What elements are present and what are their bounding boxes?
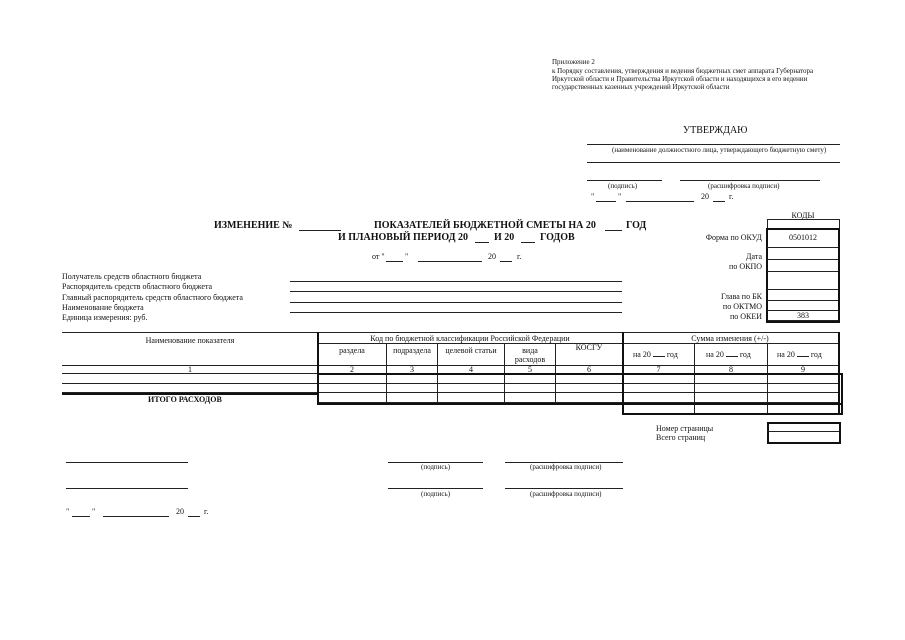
sign1-decoding-caption: (расшифровка подписи): [530, 463, 602, 471]
field-recipient: Получатель средств областного бюджета: [62, 272, 202, 281]
field-main-distributor: Главный распорядитель средств областного бюджета: [62, 293, 243, 302]
sum-col-3-suffix: год: [810, 350, 822, 359]
sum-col-1-year-line: [653, 356, 665, 357]
title-line2-part3: ГОДОВ: [540, 232, 575, 243]
sign2-signature-caption: (подпись): [421, 490, 451, 498]
title-date-day-line: [386, 261, 403, 262]
bk-header: Код по бюджетной классификации Российской Федерации: [370, 334, 570, 343]
approver-position-line-2: [587, 162, 840, 163]
col-number-1: 1: [188, 365, 192, 374]
field-distributor: Распорядитель средств областного бюджета: [62, 282, 213, 291]
col-number-5: 5: [528, 365, 532, 374]
col-number-3: 3: [410, 365, 414, 374]
approver-decoding-line: [680, 180, 820, 181]
sign2-signature-line: [388, 488, 483, 489]
field-budget-name-line: [290, 312, 622, 313]
approve-date-day-line: [596, 201, 616, 202]
sign1-position-line: [66, 462, 188, 463]
sum-col-1-suffix: год: [666, 350, 678, 359]
title-date-quote: ": [405, 252, 409, 261]
sign2-decoding-line: [505, 488, 623, 489]
okei-value: 383: [797, 311, 809, 320]
approver-position-caption: (наименование должностного лица, утверждающего бюджетную смету): [612, 146, 827, 154]
title-line2-part2: И 20: [494, 232, 515, 243]
bottom-date-suffix: г.: [204, 507, 209, 516]
bk-col-subsection: подраздела: [393, 346, 431, 355]
title-plan-year1-line: [475, 242, 489, 243]
col-number-9: 9: [801, 365, 805, 374]
appendix-line-3: Иркутской области и Правительства Иркутской области и находящихся в его ведении: [552, 75, 808, 83]
sum-col-3: [777, 350, 822, 359]
title-date-year-line: [500, 261, 512, 262]
appendix-line-4: государственных казенных учреждений Иркутской области: [552, 83, 730, 91]
bk-col-section: раздела: [339, 346, 365, 355]
title-date-suffix: г.: [517, 252, 522, 261]
bottom-date-month-line: [103, 516, 169, 517]
col-number-7: 7: [656, 365, 661, 374]
sum-col-1: [633, 350, 678, 359]
date-label: Дата: [746, 252, 762, 261]
title-year-line: [605, 230, 622, 231]
bottom-date-year-line: [188, 516, 200, 517]
codes-row-sep-5: [767, 300, 838, 301]
title-date-month-line: [418, 261, 482, 262]
table-top-border: [62, 332, 840, 333]
sum-col-2-suffix: год: [739, 350, 751, 359]
field-budget-name: Наименование бюджета: [62, 303, 144, 312]
sum-col-3-year-line: [797, 356, 809, 357]
title-line1-part3: ГОД: [626, 220, 647, 231]
okpo-label: по ОКПО: [729, 262, 762, 271]
approver-decoding-caption: (расшифровка подписи): [708, 182, 780, 190]
codes-header: КОДЫ: [791, 211, 815, 220]
col-number-4: 4: [469, 365, 473, 374]
page-number-box: [767, 422, 841, 444]
okud-value: 0501012: [789, 233, 817, 242]
appendix-line-2: к Порядку составления, утверждения и ведения бюджетных смет аппарата Губернатора: [552, 67, 814, 75]
col-number-8: 8: [729, 365, 733, 374]
col-number-6: 6: [587, 365, 591, 374]
bottom-date-day-line: [72, 516, 90, 517]
sign2-decoding-caption: (расшифровка подписи): [530, 490, 602, 498]
total-pages-label: Всего страниц: [656, 433, 706, 442]
sum-col-2-prefix: на 20: [706, 350, 724, 359]
approve-date-year-suffix: г.: [729, 192, 734, 201]
sum-col-2: [706, 350, 751, 359]
approve-date-close-quote: ": [618, 192, 622, 201]
approve-date-year-prefix: 20: [701, 192, 709, 201]
glava-label: Глава по БК: [721, 292, 762, 301]
approve-title: УТВЕРЖДАЮ: [683, 125, 748, 136]
approve-date-open-quote: ": [591, 192, 595, 201]
field-distributor-line: [290, 291, 622, 292]
codes-row-sep-2: [767, 259, 838, 260]
sign1-signature-caption: (подпись): [421, 463, 451, 471]
title-date-prefix: от ": [372, 252, 385, 261]
field-main-distributor-line: [290, 302, 622, 303]
appendix-line-1: Приложение 2: [552, 58, 595, 66]
page-number-label: Номер страницы: [656, 424, 714, 433]
sum-header: Сумма изменения (+/-): [691, 334, 769, 343]
title-date-year: 20: [488, 252, 496, 261]
approve-date-month-line: [626, 201, 694, 202]
codes-row-sep-1: [767, 247, 838, 248]
title-plan-year2-line: [521, 242, 535, 243]
bk-col-kosgu: КОСГУ: [575, 343, 603, 352]
codes-row-sep-4: [767, 289, 838, 290]
sign2-position-line: [66, 488, 188, 489]
bk-col-expense-type: вида расходов: [514, 346, 546, 364]
approver-position-line: [587, 144, 840, 145]
approve-date-year-line: [713, 201, 725, 202]
table-sum-bold-box: [622, 373, 843, 415]
title-line1-part1: ИЗМЕНЕНИЕ №: [214, 220, 293, 231]
total-expenses-label: ИТОГО РАСХОДОВ: [148, 395, 222, 404]
field-unit: Единица измерения: руб.: [62, 313, 148, 322]
bottom-date-year: 20: [176, 507, 184, 516]
title-line2-part1: И ПЛАНОВЫЙ ПЕРИОД 20: [338, 232, 469, 243]
oktmo-label: по ОКТМО: [722, 302, 762, 311]
okei-label: по ОКЕИ: [729, 312, 762, 321]
title-line1-part2: ПОКАЗАТЕЛЕЙ БЮДЖЕТНОЙ СМЕТЫ НА 20: [374, 220, 596, 231]
col-number-2: 2: [350, 365, 354, 374]
col-name-header: Наименование показателя: [145, 336, 235, 345]
codes-box-bold: [766, 228, 840, 323]
bottom-date-open-quote: ": [66, 507, 70, 516]
codes-row-sep-3: [767, 271, 838, 272]
title-number-line: [299, 230, 341, 231]
approver-signature-caption: (подпись): [608, 182, 638, 190]
approver-signature-line: [587, 180, 662, 181]
sum-col-1-prefix: на 20: [633, 350, 651, 359]
field-recipient-line: [290, 281, 622, 282]
page-number-box-sep: [767, 431, 839, 432]
sum-col-3-prefix: на 20: [777, 350, 795, 359]
sum-col-2-year-line: [726, 356, 738, 357]
bk-col-target: целевой статьи: [445, 346, 497, 355]
bottom-date-close-quote: ": [92, 507, 96, 516]
okud-label: Форма по ОКУД: [705, 233, 762, 242]
